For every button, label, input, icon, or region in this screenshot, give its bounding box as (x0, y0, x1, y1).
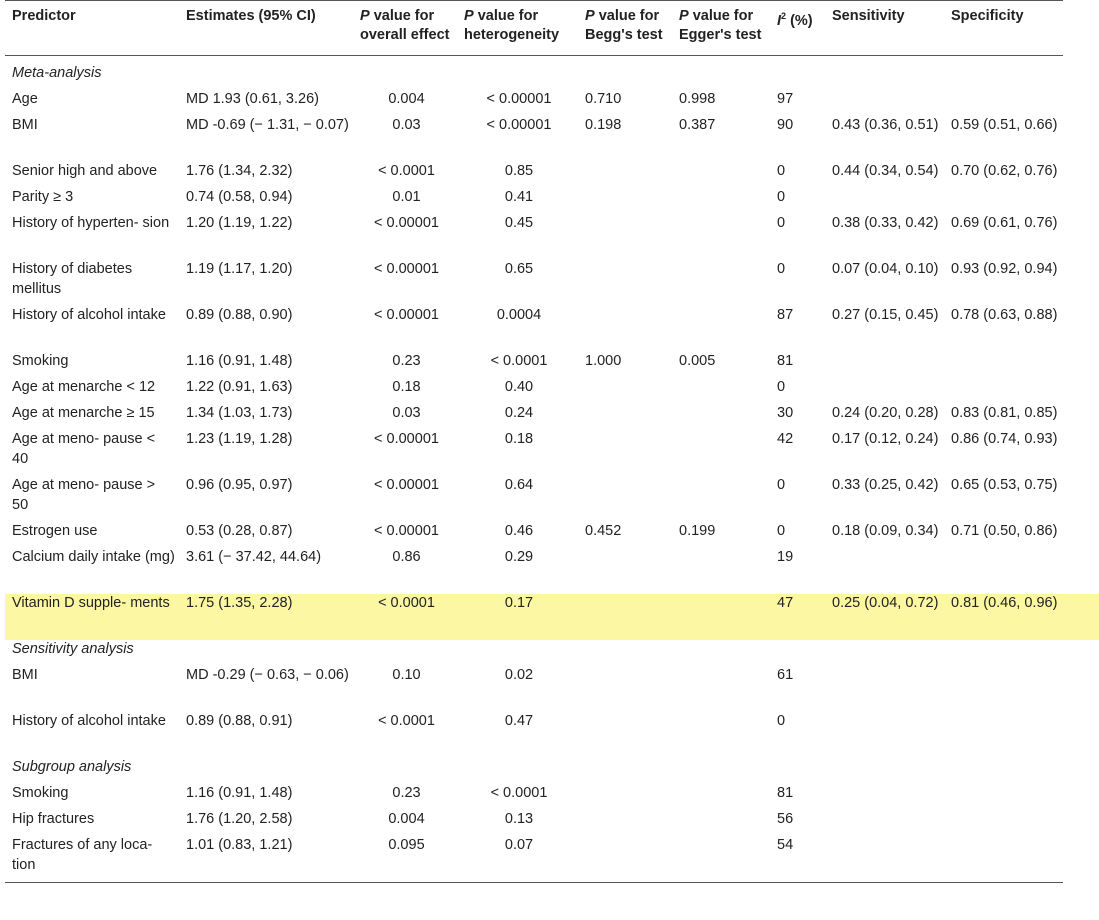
cell-p-egger (672, 836, 770, 883)
cell-p-egger (672, 214, 770, 260)
cell-p-heterogeneity: 0.0004 (496, 307, 542, 323)
cell-p-begg: 0.452 (585, 523, 622, 539)
cell-p-begg (578, 712, 672, 758)
cell-estimate: 1.20 (1.19, 1.22) (186, 215, 293, 231)
header-predictor: Predictor (12, 8, 76, 24)
cell-i2: 0 (777, 713, 786, 729)
table-row (5, 666, 1063, 712)
cell-estimate: 1.76 (1.20, 2.58) (186, 811, 293, 827)
table-row (5, 836, 1063, 883)
cell-specificity (944, 378, 1063, 404)
cell-p-heterogeneity: < 0.00001 (486, 117, 552, 133)
table-row (5, 116, 1063, 162)
cell-p-egger (672, 162, 770, 188)
highlight-extension (1063, 594, 1099, 640)
cell-p-begg (578, 836, 672, 883)
cell-p-overall: 0.23 (392, 353, 421, 369)
cell-specificity: 0.71 (0.50, 0.86) (951, 523, 1058, 539)
cell-p-egger (672, 378, 770, 404)
cell-specificity (944, 548, 1063, 594)
cell-i2: 30 (777, 405, 794, 421)
cell-predictor: Parity ≥ 3 (12, 189, 74, 205)
cell-p-egger (672, 306, 770, 352)
cell-sensitivity: 0.33 (0.25, 0.42) (832, 477, 939, 493)
cell-i2: 0 (777, 163, 786, 179)
cell-predictor: Hip fractures (12, 811, 95, 827)
cell-p-heterogeneity: 0.64 (504, 477, 534, 493)
cell-i2: 42 (777, 431, 794, 447)
cell-predictor: Age at menarche ≥ 15 (12, 405, 155, 421)
cell-p-begg (578, 162, 672, 188)
cell-estimate: 1.16 (0.91, 1.48) (186, 785, 293, 801)
cell-estimate: 1.19 (1.17, 1.20) (186, 261, 293, 277)
table-row (5, 214, 1063, 260)
cell-i2: 54 (770, 836, 825, 883)
cell-i2: 56 (777, 811, 794, 827)
cell-p-overall: 0.03 (392, 117, 421, 133)
cell-p-overall: 0.095 (353, 836, 457, 883)
cell-p-egger (672, 666, 770, 712)
table-row (5, 306, 1063, 352)
cell-p-begg (578, 260, 672, 306)
cell-sensitivity: 0.07 (0.04, 0.10) (832, 261, 939, 277)
cell-estimate: 0.89 (0.88, 0.90) (186, 307, 293, 323)
cell-predictor: Age at meno- pause < 40 (12, 431, 156, 467)
section-header-row (5, 758, 1063, 784)
cell-p-begg (578, 784, 672, 810)
section-header-row (5, 56, 1063, 91)
cell-p-egger (672, 404, 770, 430)
cell-estimate: 0.53 (0.28, 0.87) (186, 523, 293, 539)
cell-p-overall: < 0.0001 (378, 713, 435, 729)
cell-p-overall: 0.004 (388, 91, 425, 107)
cell-p-overall: 0.23 (392, 785, 421, 801)
cell-p-begg (578, 404, 672, 430)
header-p-begg: P value for Begg's test (585, 8, 663, 43)
cell-sensitivity (825, 836, 944, 883)
cell-specificity (944, 712, 1063, 758)
cell-p-heterogeneity: < 0.0001 (490, 353, 548, 369)
cell-predictor: Vitamin D supple- ments (5, 594, 179, 640)
cell-p-overall: < 0.00001 (374, 477, 439, 493)
cell-p-begg (578, 306, 672, 352)
cell-estimate: 1.75 (1.35, 2.28) (179, 594, 353, 640)
cell-p-heterogeneity: 0.65 (504, 261, 534, 277)
cell-i2: 0 (777, 523, 786, 539)
cell-sensitivity: 0.43 (0.36, 0.51) (832, 117, 939, 133)
cell-p-begg (578, 548, 672, 594)
cell-specificity (944, 784, 1063, 810)
table-row (5, 476, 1063, 522)
cell-p-egger (672, 784, 770, 810)
cell-i2: 61 (777, 667, 794, 683)
cell-specificity: 0.81 (0.46, 0.96) (944, 594, 1063, 640)
cell-p-egger (672, 476, 770, 522)
cell-predictor: Age (12, 91, 38, 107)
cell-p-heterogeneity: 0.18 (504, 431, 534, 447)
cell-estimate: MD -0.29 (− 0.63, − 0.06) (186, 667, 349, 683)
cell-p-overall: < 0.00001 (374, 307, 439, 323)
cell-specificity (944, 666, 1063, 712)
cell-p-overall: < 0.0001 (353, 594, 457, 640)
cell-estimate: 1.76 (1.34, 2.32) (186, 163, 293, 179)
cell-estimate: 1.16 (0.91, 1.48) (186, 353, 293, 369)
cell-p-begg (578, 594, 672, 640)
cell-i2: 0 (777, 215, 786, 231)
table-body (5, 56, 1063, 883)
table-row (5, 810, 1063, 836)
cell-predictor: History of diabetes mellitus (12, 261, 133, 297)
section-header-row (5, 640, 1063, 666)
cell-p-egger: 0.005 (679, 353, 716, 369)
table-row (5, 260, 1063, 306)
cell-p-egger: 0.199 (679, 523, 716, 539)
cell-sensitivity (825, 666, 944, 712)
cell-sensitivity (825, 378, 944, 404)
cell-p-overall: < 0.00001 (374, 431, 439, 447)
cell-specificity (944, 836, 1063, 883)
cell-specificity: 0.70 (0.62, 0.76) (951, 163, 1058, 179)
cell-sensitivity (825, 784, 944, 810)
cell-p-egger (672, 188, 770, 214)
cell-predictor: Estrogen use (12, 523, 98, 539)
cell-sensitivity: 0.24 (0.20, 0.28) (832, 405, 939, 421)
cell-p-overall: 0.03 (392, 405, 421, 421)
cell-p-overall: < 0.0001 (378, 163, 435, 179)
cell-p-begg (578, 666, 672, 712)
table-row (5, 378, 1063, 404)
table-row (5, 522, 1063, 548)
cell-predictor: BMI (12, 667, 38, 683)
header-specificity: Specificity (951, 8, 1024, 24)
cell-p-egger (672, 712, 770, 758)
cell-specificity (944, 352, 1063, 378)
table-row (5, 712, 1063, 758)
cell-p-overall: 0.10 (392, 667, 421, 683)
cell-estimate: 1.01 (0.83, 1.21) (179, 836, 353, 883)
cell-p-begg: 1.000 (585, 353, 622, 369)
cell-sensitivity: 0.18 (0.09, 0.34) (832, 523, 939, 539)
cell-p-heterogeneity: 0.29 (504, 549, 534, 565)
table-row (5, 188, 1063, 214)
cell-p-overall: 0.18 (392, 379, 421, 395)
cell-i2: 90 (777, 117, 794, 133)
header-p-overall: P value for overall effect (360, 8, 450, 43)
cell-p-egger (672, 810, 770, 836)
cell-estimate: 1.22 (0.91, 1.63) (186, 379, 293, 395)
cell-estimate: 3.61 (− 37.42, 44.64) (186, 549, 322, 565)
cell-predictor: Fractures of any loca- tion (5, 836, 179, 883)
cell-p-overall: < 0.00001 (374, 523, 439, 539)
cell-p-overall: < 0.00001 (374, 261, 439, 277)
cell-i2: 19 (777, 549, 794, 565)
section-title: Meta-analysis (12, 65, 102, 81)
cell-p-egger (672, 548, 770, 594)
cell-predictor: Calcium daily intake (mg) (12, 549, 175, 565)
table-header (5, 1, 1063, 56)
cell-estimate: MD 1.93 (0.61, 3.26) (186, 91, 319, 107)
cell-p-begg (578, 214, 672, 260)
cell-estimate: 1.23 (1.19, 1.28) (186, 431, 293, 447)
header-p-heterogeneity: P value for heterogeneity (464, 8, 560, 43)
cell-i2: 81 (777, 353, 794, 369)
cell-sensitivity (825, 352, 944, 378)
cell-specificity: 0.83 (0.81, 0.85) (951, 405, 1058, 421)
header-sensitivity: Sensitivity (832, 8, 905, 24)
cell-specificity: 0.93 (0.92, 0.94) (951, 261, 1058, 277)
cell-specificity: 0.65 (0.53, 0.75) (951, 477, 1058, 493)
cell-sensitivity: 0.17 (0.12, 0.24) (832, 431, 939, 447)
cell-predictor: Senior high and above (12, 163, 158, 179)
cell-specificity: 0.78 (0.63, 0.88) (951, 307, 1058, 323)
table-row (5, 352, 1063, 378)
cell-i2: 0 (777, 261, 786, 277)
table-row-highlighted (5, 594, 1063, 640)
cell-p-overall: 0.86 (392, 549, 421, 565)
cell-estimate: 0.74 (0.58, 0.94) (186, 189, 293, 205)
table-row (5, 784, 1063, 810)
cell-p-egger (672, 430, 770, 476)
cell-specificity (944, 188, 1063, 214)
cell-i2: 0 (777, 477, 786, 493)
cell-i2: 47 (770, 594, 825, 640)
header-p-egger: P value for Egger's test (679, 8, 762, 43)
cell-p-heterogeneity: 0.17 (457, 594, 578, 640)
cell-estimate: 1.34 (1.03, 1.73) (186, 405, 293, 421)
cell-i2: 97 (777, 91, 794, 107)
cell-predictor: History of alcohol intake (12, 713, 166, 729)
header-estimates: Estimates (95% CI) (186, 8, 316, 24)
cell-p-heterogeneity: 0.02 (504, 667, 534, 683)
cell-i2: 81 (777, 785, 794, 801)
cell-p-overall: 0.01 (392, 189, 421, 205)
results-table (5, 0, 1063, 883)
cell-p-begg (578, 810, 672, 836)
cell-estimate: 0.96 (0.95, 0.97) (186, 477, 293, 493)
cell-predictor: BMI (12, 117, 38, 133)
cell-p-heterogeneity: 0.07 (457, 836, 578, 883)
cell-predictor: Smoking (12, 785, 69, 801)
cell-sensitivity (825, 810, 944, 836)
cell-p-heterogeneity: 0.40 (504, 379, 534, 395)
cell-p-begg: 0.710 (585, 91, 622, 107)
cell-sensitivity (825, 90, 944, 116)
table-row (5, 90, 1063, 116)
cell-p-heterogeneity: 0.13 (504, 811, 534, 827)
cell-p-heterogeneity: 0.47 (504, 713, 534, 729)
cell-predictor: Smoking (12, 353, 69, 369)
cell-p-begg (578, 378, 672, 404)
cell-p-heterogeneity: 0.41 (504, 189, 534, 205)
cell-i2: 0 (777, 379, 786, 395)
cell-p-heterogeneity: 0.24 (504, 405, 534, 421)
cell-p-overall: 0.004 (388, 811, 425, 827)
cell-sensitivity: 0.44 (0.34, 0.54) (832, 163, 939, 179)
cell-p-heterogeneity: < 0.0001 (490, 785, 548, 801)
cell-predictor: Age at meno- pause > 50 (12, 477, 156, 513)
cell-predictor: History of hyperten- sion (12, 215, 170, 231)
cell-specificity: 0.59 (0.51, 0.66) (951, 117, 1058, 133)
cell-specificity: 0.69 (0.61, 0.76) (951, 215, 1058, 231)
cell-sensitivity (825, 188, 944, 214)
table-row (5, 404, 1063, 430)
cell-p-heterogeneity: 0.46 (504, 523, 534, 539)
cell-p-begg (578, 476, 672, 522)
cell-estimate: MD -0.69 (− 1.31, − 0.07) (186, 117, 349, 133)
section-title: Subgroup analysis (12, 759, 132, 775)
cell-p-egger: 0.998 (679, 91, 716, 107)
cell-p-egger (672, 594, 770, 640)
cell-sensitivity (825, 712, 944, 758)
cell-sensitivity (825, 548, 944, 594)
cell-specificity (944, 90, 1063, 116)
cell-predictor: History of alcohol intake (12, 307, 166, 323)
cell-i2: 87 (777, 307, 794, 323)
cell-p-begg: 0.198 (585, 117, 622, 133)
header-row (5, 1, 1063, 56)
cell-p-egger: 0.387 (679, 117, 716, 133)
cell-specificity: 0.86 (0.74, 0.93) (951, 431, 1058, 447)
cell-sensitivity: 0.25 (0.04, 0.72) (825, 594, 944, 640)
cell-p-heterogeneity: 0.85 (504, 163, 534, 179)
cell-p-heterogeneity: 0.45 (504, 215, 534, 231)
cell-p-begg (578, 188, 672, 214)
cell-predictor: Age at menarche < 12 (12, 379, 156, 395)
cell-p-begg (578, 430, 672, 476)
header-i2: $I^2$ (%) (777, 11, 813, 29)
cell-i2: 0 (777, 189, 786, 205)
table-row (5, 548, 1063, 594)
cell-p-heterogeneity: < 0.00001 (486, 91, 552, 107)
cell-sensitivity: 0.38 (0.33, 0.42) (832, 215, 939, 231)
cell-p-overall: < 0.00001 (374, 215, 439, 231)
cell-estimate: 0.89 (0.88, 0.91) (186, 713, 293, 729)
cell-sensitivity: 0.27 (0.15, 0.45) (832, 307, 939, 323)
table-row (5, 430, 1063, 476)
cell-specificity (944, 810, 1063, 836)
table-row (5, 162, 1063, 188)
section-title: Sensitivity analysis (12, 641, 134, 657)
cell-p-egger (672, 260, 770, 306)
